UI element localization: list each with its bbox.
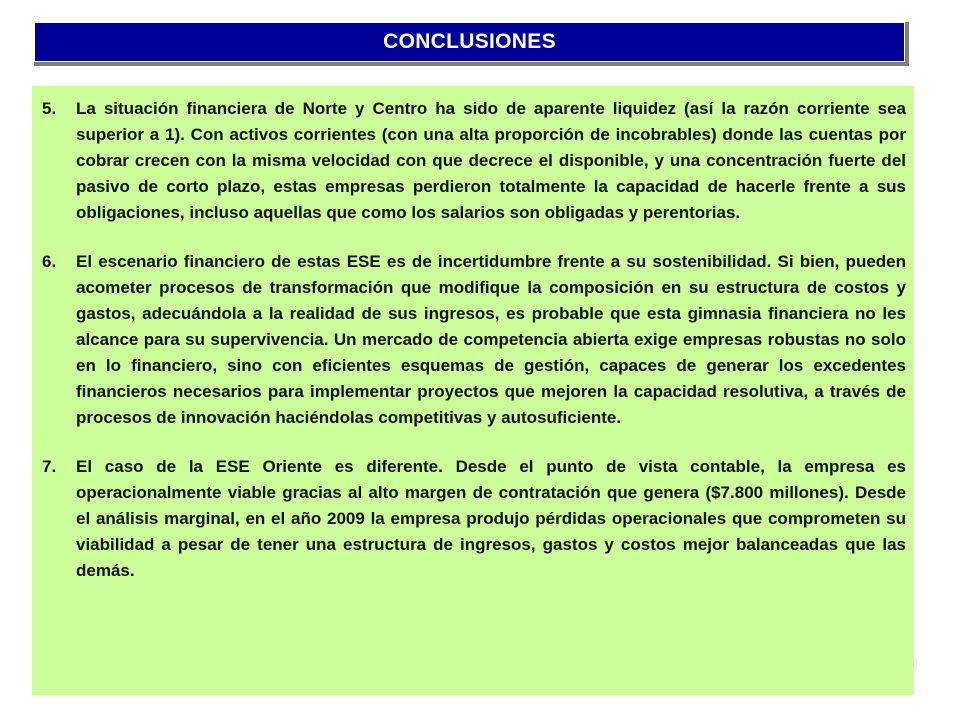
conclusion-text: La situación financiera de Norte y Centro ha sido de aparente liquidez (así la razón corriente sea superior a 1). Con activos corrientes (con una alta proporción de incobrables) donde las cuentas por cobrar crecen con la misma velocidad con que decrece el disponible, y una concentración fuerte del pasivo de corto plazo, estas empresas perdieron totalmente la capacidad de hacerle frente a sus obligaciones, incluso aquellas que como los salarios son obligadas y perentorias. <box>76 99 906 222</box>
title-bar <box>34 22 909 66</box>
conclusion-number: 7. <box>42 457 57 476</box>
conclusions-panel <box>32 86 914 695</box>
conclusion-number: 6. <box>42 252 57 271</box>
conclusion-item-5 <box>42 96 906 226</box>
conclusion-item-7 <box>42 454 906 584</box>
decorative-corner-icon: ) <box>914 655 919 671</box>
conclusion-text: El escenario financiero de estas ESE es de incertidumbre frente a su sostenibilidad. Si bien, pueden acometer procesos de transformación que modifique la composición en su estructura de costos y gastos, adecuándola a la realidad de sus ingresos, es probable que esta gimnasia financiera no les alcance para su supervivencia. Un mercado de competencia abierta exige empresas robustas no solo en lo financiero, sino con eficientes esquemas de gestión, capaces de generar los excedentes financieros necesarios para implementar proyectos que mejoren la capacidad resolutiva, a través de procesos de innovación haciéndolas competitivas y autosuficiente. <box>76 252 906 427</box>
page-title: CONCLUSIONES <box>383 30 556 53</box>
conclusion-text: El caso de la ESE Oriente es diferente. Desde el punto de vista contable, la empresa es operacionalmente viable gracias al alto margen de contratación que genera ($7.800 millones). Desde el análisis marginal, en el año 2009 la empresa produjo pérdidas operacionales que comprometen su viabilidad a pesar de tener una estructura de ingresos, gastos y costos mejor balanceadas que las demás. <box>76 457 906 580</box>
conclusion-item-6 <box>42 249 906 431</box>
conclusion-number: 5. <box>42 99 57 118</box>
